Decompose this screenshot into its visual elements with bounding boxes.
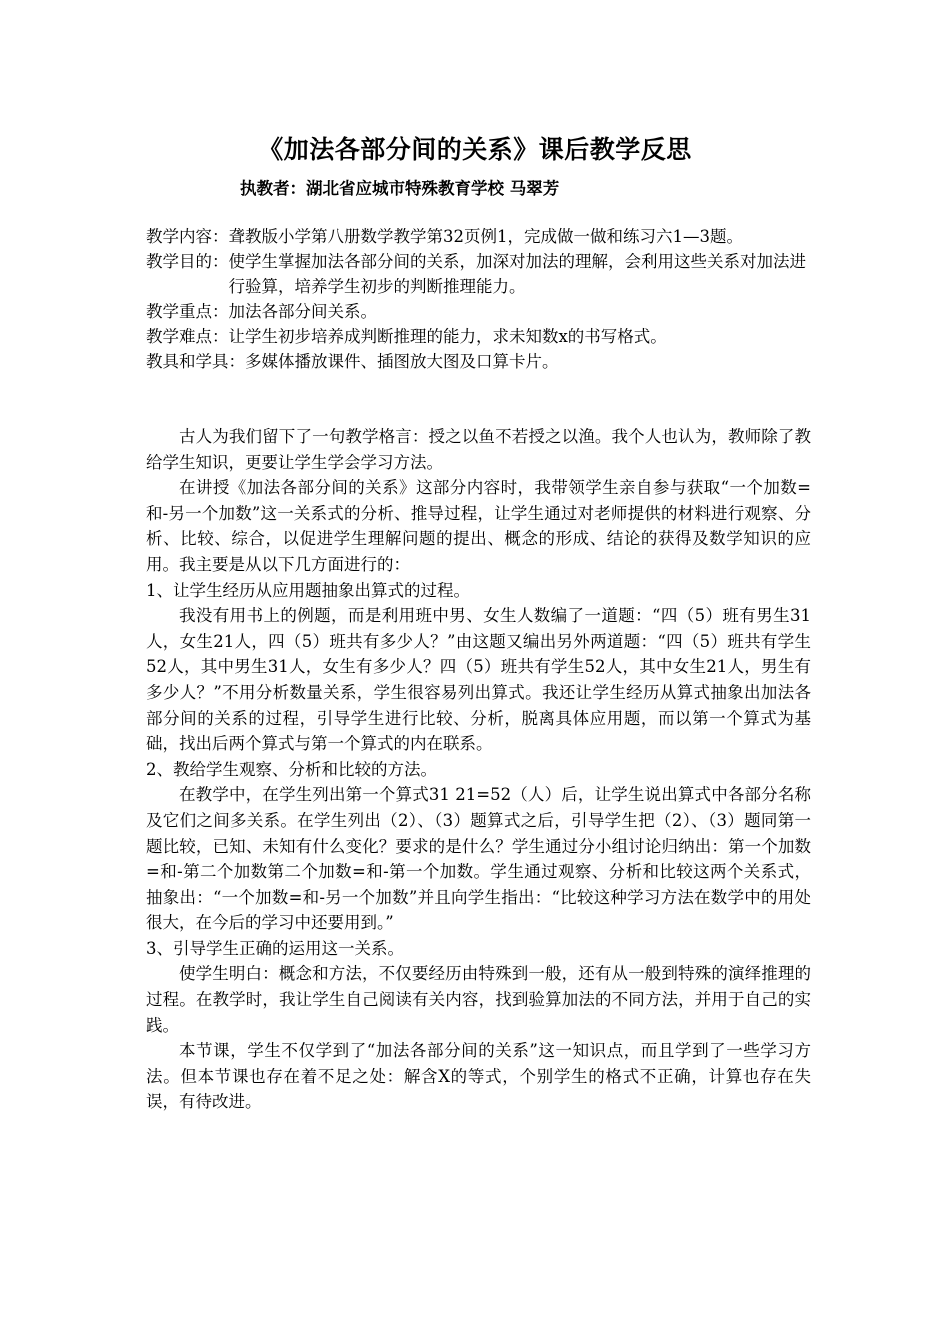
meta-row-goal [146,249,811,299]
section-heading: 1、让学生经历从应用题抽象出算式的过程。 [146,580,470,600]
section-heading: 3、引导学生正确的运用这一关系。 [146,938,404,958]
meta-value: 多媒体播放课件、插图放大图及口算卡片。 [245,352,559,371]
meta-row-focus [146,299,811,324]
body-paragraph: 在教学中，在学生列出第一个算式31 21=52（人）后，让学生说出算式中各部分名称及它们之间多关系。在学生列出（2）、（3）题算式之后，引导学生把（2）、（3）题同第一题比较，已知、未知有什么变化？要求的是什么？学生通过分小组讨论归纳出：第一个加数=和-第二个加数第二个加数=和-第一个加数。学生通过观察、分析和比较这两个关系式，抽象出：“一个加数=和-另一个加数”并且向学生指出：“比较这种学习方法在数学中的用处很大，在今后的学习中还要用到。” [146,785,811,933]
meta-row-difficulty [146,324,811,349]
meta-value: 加法各部分间关系。 [228,302,377,321]
body-paragraph: 本节课，学生不仅学到了“加法各部分间的关系”这一知识点，而且学到了一些学习方法。但本节课也存在着不足之处：解含X的等式，个别学生的格式不正确，计算也存在失误，有待改进。 [146,1041,811,1112]
body-paragraph: 使学生明白：概念和方法，不仅要经历由特殊到一般，还有从一般到特殊的演绎推理的过程。在教学时，我让学生自己阅读有关内容，找到验算加法的不同方法，并用于自己的实践。 [146,964,811,1035]
document-body [146,424,811,1115]
meta-row-content [146,224,811,249]
body-paragraph: 在讲授《加法各部分间的关系》这部分内容时，我带领学生亲自参与获取“一个加数=和-另一个加数”这一关系式的分析、推导过程，让学生通过对老师提供的材料进行观察、分析、比较、综合，以促进学生理解问题的提出、概念的形成、结论的获得及数学知识的应用。我主要是从以下几方面进行的： [146,478,811,574]
meta-label: 教学重点： [146,302,229,321]
body-paragraph: 我没有用书上的例题，而是利用班中男、女生人数编了一道题：“四（5）班有男生31人，女生21人，四（5）班共有多少人？”由这题又编出另外两道题：“四（5）班共有学生52人，其中男生31人，女生有多少人？四（5）班共有学生52人，其中女生21人，男生有多少人？”不用分析数量关系，学生很容易列出算式。我还让学生经历从算式抽象出加法各部分间的关系的过程，引导学生进行比较、分析，脱离具体应用题，而以第一个算式为基础，找出后两个算式与第一个算式的内在联系。 [146,606,811,754]
meta-label: 教具和学具： [146,352,245,371]
meta-value: 使学生掌握加法各部分间的关系，加深对加法的理解，会利用这些关系对加法进行验算，培养学生初步的判断推理能力。 [228,252,806,296]
document-title: 《加法各部分间的关系》课后教学反思 [258,135,692,164]
meta-label: 教学内容： [146,227,229,246]
meta-value: 让学生初步培养成判断推理的能力，求未知数x的书写格式。 [228,327,667,346]
author-line: 执教者：湖北省应城市特殊教育学校 马翠芳 [240,179,560,198]
meta-value: 聋教版小学第八册数学教学第32页例1，完成做一做和练习六1—3题。 [228,227,743,246]
body-paragraph: 古人为我们留下了一句教学格言：授之以鱼不若授之以渔。我个人也认为，教师除了教给学生知识，更要让学生学会学习方法。 [146,427,811,472]
meta-row-tools [146,349,811,374]
section-heading: 2、教给学生观察、分析和比较的方法。 [146,759,437,779]
meta-block [146,224,811,374]
meta-label: 教学目的： [146,252,229,271]
meta-label: 教学难点： [146,327,229,346]
